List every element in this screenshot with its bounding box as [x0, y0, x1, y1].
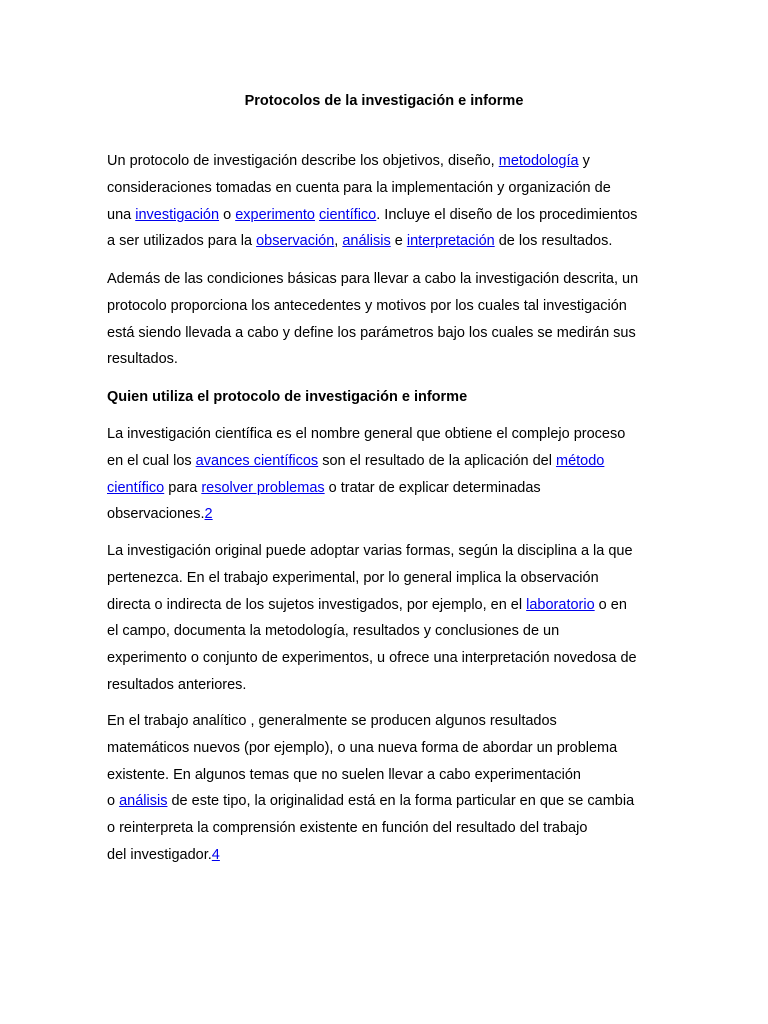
- link-experimento[interactable]: experimento: [235, 206, 315, 223]
- paragraph-line: o reinterpreta la comprensión existente en función del resultado del trabajo: [107, 820, 588, 837]
- paragraph-2: [107, 266, 677, 373]
- paragraph-line: resultados anteriores.: [107, 676, 247, 693]
- paragraph-line: matemáticos nuevos (por ejemplo), o una nueva forma de abordar un problema: [107, 739, 618, 756]
- paragraph-line: protocolo proporciona los antecedentes y motivos por los cuales tal investigación: [107, 297, 627, 314]
- link-observacion[interactable]: observación: [256, 233, 335, 250]
- paragraph-line: Además de las condiciones básicas para llevar a cabo la investigación descrita, un: [107, 271, 639, 287]
- paragraph-line: En el trabajo analítico , generalmente se producen algunos resultados: [107, 713, 557, 729]
- paragraph-line: directa o indirecta de los sujetos investigados, por ejemplo, en el laboratorio o en: [107, 596, 627, 613]
- link-investigacion[interactable]: investigación: [135, 206, 220, 223]
- paragraph-line: científico para resolver problemas o tratar de explicar determinadas: [107, 479, 541, 496]
- footnote-link-2[interactable]: 2: [204, 506, 213, 523]
- paragraph-line: en el cual los avances científicos son el resultado de la aplicación del método: [107, 452, 605, 469]
- paragraph-line: el campo, documenta la metodología, resultados y conclusiones de un: [107, 623, 560, 640]
- section-subheading: Quien utiliza el protocolo de investigación e informe: [107, 389, 468, 405]
- paragraph-line: o análisis de este tipo, la originalidad está en la forma particular en que se cambia: [107, 793, 635, 810]
- paragraph-line: a ser utilizados para la observación, análisis e interpretación de los resultados.: [107, 233, 613, 250]
- paragraph-line: está siendo llevada a cabo y define los parámetros bajo los cuales se medirán sus: [107, 324, 636, 341]
- paragraph-3: [107, 421, 677, 528]
- paragraph-line: experimento o conjunto de experimentos, u ofrece una interpretación novedosa de: [107, 650, 637, 667]
- paragraph-5: [107, 708, 677, 869]
- link-resolver-problemas[interactable]: resolver problemas: [201, 479, 325, 496]
- link-avances-cientificos[interactable]: avances científicos: [195, 452, 319, 469]
- footnote-link-4[interactable]: 4: [211, 846, 220, 863]
- paragraph-line: La investigación científica es el nombre general que obtiene el complejo proceso: [107, 426, 626, 442]
- paragraph-line: pertenezca. En el trabajo experimental, por lo general implica la observación: [107, 569, 599, 586]
- paragraph-line: Un protocolo de investigación describe los objetivos, diseño, metodología y: [107, 153, 590, 169]
- link-metodologia[interactable]: metodología: [498, 153, 579, 169]
- paragraph-line: observaciones.2: [107, 506, 213, 523]
- link-analisis[interactable]: análisis: [342, 233, 391, 250]
- paragraph-line: La investigación original puede adoptar varias formas, según la disciplina a la que: [107, 543, 633, 559]
- paragraph-line: existente. En algunos temas que no suelen llevar a cabo experimentación: [107, 766, 581, 783]
- link-metodo[interactable]: método: [555, 452, 605, 469]
- link-analisis-2[interactable]: análisis: [119, 793, 168, 810]
- paragraph-4: [107, 538, 677, 699]
- paragraph-1: [107, 148, 677, 255]
- paragraph-line: consideraciones tomadas en cuenta para la implementación y organización de: [107, 179, 611, 196]
- link-cientifico-2[interactable]: científico: [107, 479, 165, 496]
- link-laboratorio[interactable]: laboratorio: [526, 596, 595, 613]
- link-cientifico[interactable]: científico: [319, 206, 377, 223]
- paragraph-line: resultados.: [107, 351, 178, 368]
- link-interpretacion[interactable]: interpretación: [406, 233, 495, 250]
- paragraph-line: una investigación o experimento científico. Incluye el diseño de los procedimientos: [107, 206, 638, 223]
- paragraph-line: del investigador.4: [107, 846, 220, 863]
- document-title: Protocolos de la investigación e informe: [244, 93, 524, 109]
